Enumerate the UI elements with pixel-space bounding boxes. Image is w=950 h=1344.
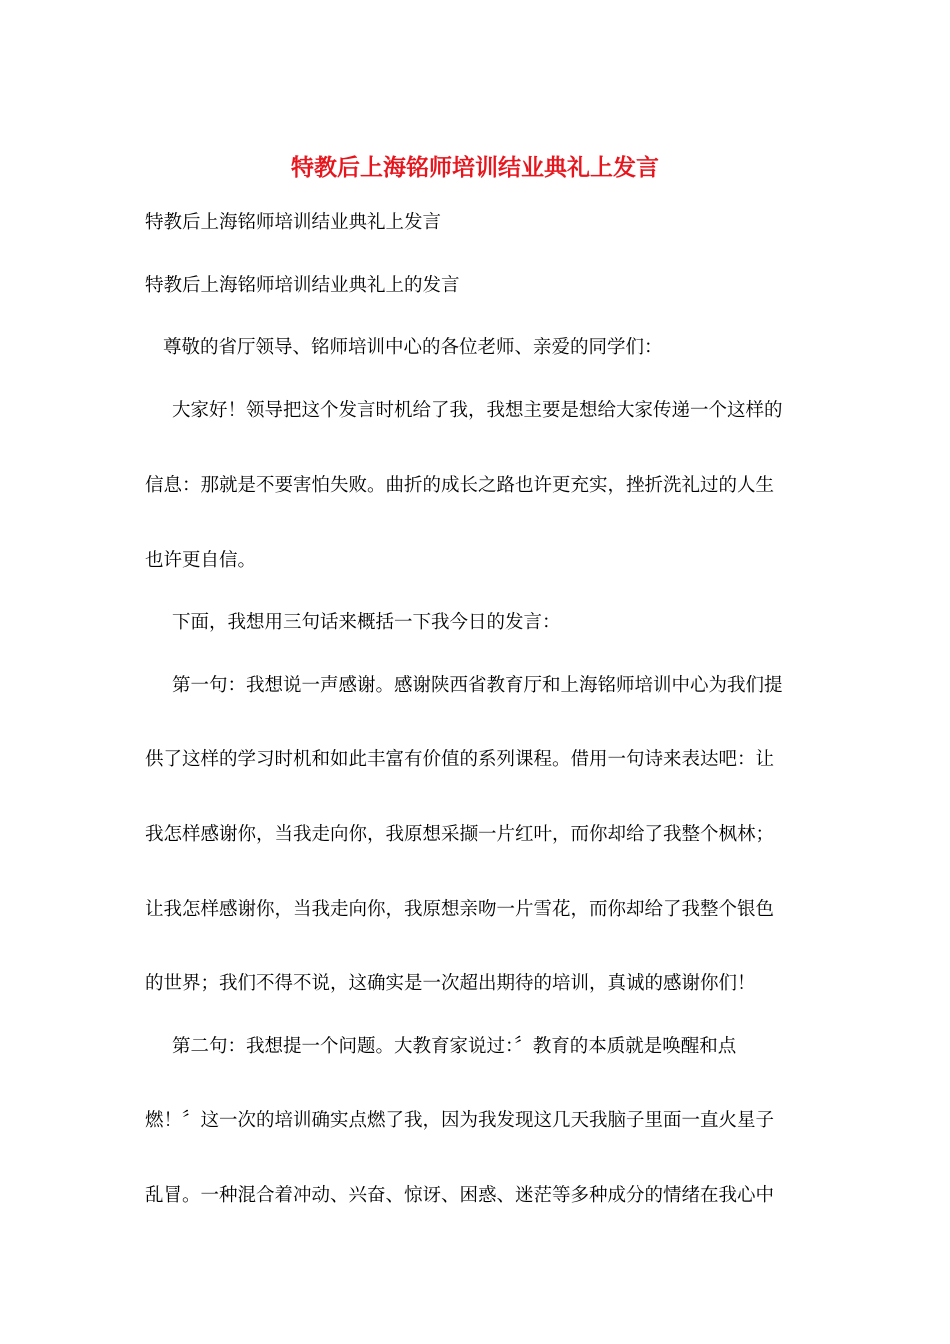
text-line: 燃！〞这一次的培训确实点燃了我，因为我发现这几天我脑子里面一直火星子 bbox=[145, 1110, 775, 1131]
text-line: 乱冒。一种混合着冲动、兴奋、惊讶、困惑、迷茫等多种成分的情绪在我心中 bbox=[145, 1185, 775, 1206]
text-line: 也许更自信。 bbox=[145, 550, 257, 571]
text-line: 下面，我想用三句话来概括一下我今日的发言： bbox=[172, 612, 561, 633]
text-line: 供了这样的学习时机和如此丰富有价值的系列课程。借用一句诗来表达吧：让 bbox=[145, 749, 775, 770]
text-line: 让我怎样感谢你，当我走向你，我原想亲吻一片雪花，而你却给了我整个银色 bbox=[145, 899, 775, 920]
text-line: 我怎样感谢你，当我走向你，我原想采撷一片红叶，而你却给了我整个枫林； bbox=[145, 824, 775, 845]
text-line: 特教后上海铭师培训结业典礼上发言 bbox=[145, 212, 442, 233]
text-line: 信息：那就是不要害怕失败。曲折的成长之路也许更充实，挫折洗礼过的人生 bbox=[145, 475, 775, 496]
document-title: 特教后上海铭师培训结业典礼上发言 bbox=[291, 154, 659, 181]
text-line: 的世界；我们不得不说，这确实是一次超出期待的培训，真诚的感谢你们！ bbox=[145, 973, 756, 994]
text-line: 特教后上海铭师培训结业典礼上的发言 bbox=[145, 275, 460, 296]
text-line: 第二句：我想提一个问题。大教育家说过：〞教育的本质就是唤醒和点 bbox=[172, 1036, 737, 1057]
text-line: 第一句：我想说一声感谢。感谢陕西省教育厅和上海铭师培训中心为我们提 bbox=[172, 675, 783, 696]
text-line: 尊敬的省厅领导、铭师培训中心的各位老师、亲爱的同学们： bbox=[163, 337, 663, 358]
text-line: 大家好！领导把这个发言时机给了我，我想主要是想给大家传递一个这样的 bbox=[172, 400, 783, 421]
